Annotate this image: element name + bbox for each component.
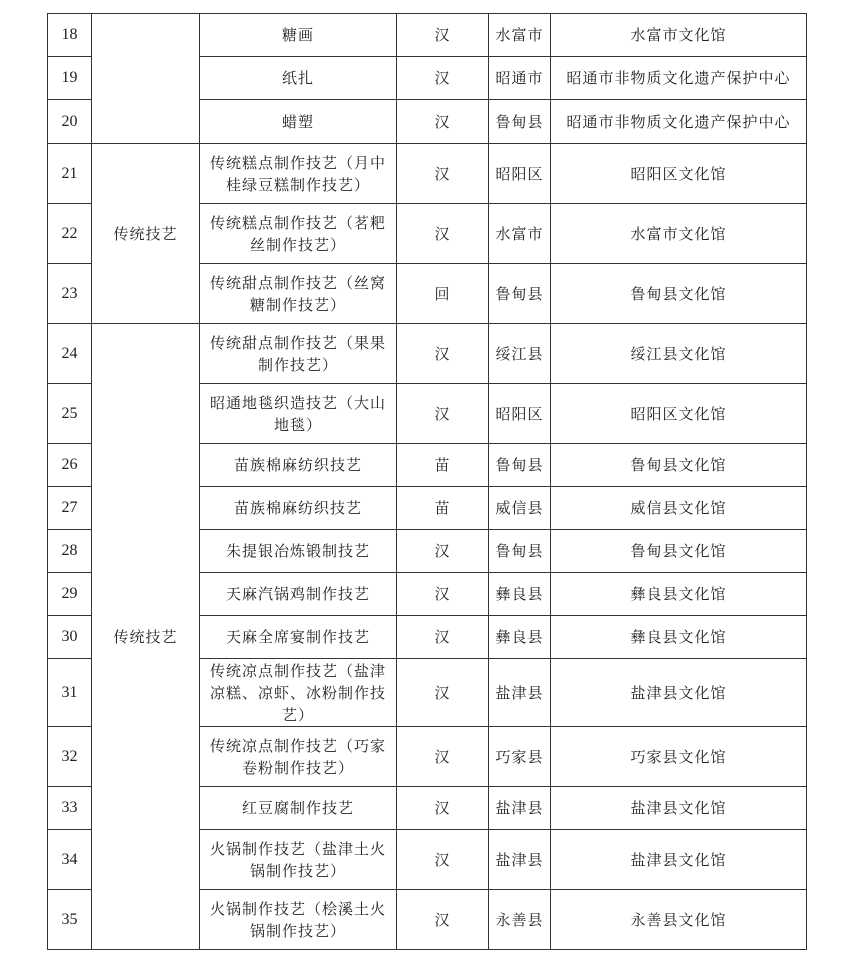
region: 水富市 <box>489 204 551 264</box>
region: 彝良县 <box>489 616 551 659</box>
ethnic-group: 汉 <box>397 830 489 890</box>
protection-unit: 昭通市非物质文化遗产保护中心 <box>551 57 807 100</box>
row-number: 31 <box>48 659 92 727</box>
category-cell: 传统技艺 <box>92 144 200 324</box>
row-number: 34 <box>48 830 92 890</box>
region: 鲁甸县 <box>489 100 551 144</box>
ethnic-group: 汉 <box>397 384 489 444</box>
project-name: 火锅制作技艺（盐津土火锅制作技艺） <box>200 830 397 890</box>
ethnic-group: 汉 <box>397 659 489 727</box>
protection-unit: 彝良县文化馆 <box>551 573 807 616</box>
project-name: 昭通地毯织造技艺（大山地毯） <box>200 384 397 444</box>
project-name: 传统凉点制作技艺（盐津凉糕、凉虾、冰粉制作技艺） <box>200 659 397 727</box>
ethnic-group: 苗 <box>397 444 489 487</box>
ethnic-group: 汉 <box>397 530 489 573</box>
row-number: 19 <box>48 57 92 100</box>
category-cell-empty <box>92 14 200 144</box>
project-name: 火锅制作技艺（桧溪土火锅制作技艺） <box>200 890 397 950</box>
ethnic-group: 汉 <box>397 57 489 100</box>
protection-unit: 鲁甸县文化馆 <box>551 264 807 324</box>
ethnic-group: 苗 <box>397 487 489 530</box>
ethnic-group: 汉 <box>397 616 489 659</box>
project-name: 传统甜点制作技艺（丝窝糖制作技艺） <box>200 264 397 324</box>
protection-unit: 水富市文化馆 <box>551 204 807 264</box>
region: 昭阳区 <box>489 384 551 444</box>
row-number: 28 <box>48 530 92 573</box>
row-number: 20 <box>48 100 92 144</box>
protection-unit: 威信县文化馆 <box>551 487 807 530</box>
project-name: 传统糕点制作技艺（茗粑丝制作技艺） <box>200 204 397 264</box>
region: 永善县 <box>489 890 551 950</box>
row-number: 23 <box>48 264 92 324</box>
row-number: 27 <box>48 487 92 530</box>
protection-unit: 盐津县文化馆 <box>551 830 807 890</box>
heritage-table <box>47 13 807 950</box>
project-name: 传统凉点制作技艺（巧家卷粉制作技艺） <box>200 727 397 787</box>
row-number: 33 <box>48 787 92 830</box>
ethnic-group: 汉 <box>397 14 489 57</box>
ethnic-group: 汉 <box>397 890 489 950</box>
project-name: 传统甜点制作技艺（果果制作技艺） <box>200 324 397 384</box>
region: 水富市 <box>489 14 551 57</box>
row-number: 24 <box>48 324 92 384</box>
protection-unit: 昭阳区文化馆 <box>551 144 807 204</box>
project-name: 纸扎 <box>200 57 397 100</box>
row-number: 18 <box>48 14 92 57</box>
row-number: 21 <box>48 144 92 204</box>
region: 绥江县 <box>489 324 551 384</box>
protection-unit: 鲁甸县文化馆 <box>551 444 807 487</box>
protection-unit: 巧家县文化馆 <box>551 727 807 787</box>
protection-unit: 鲁甸县文化馆 <box>551 530 807 573</box>
ethnic-group: 汉 <box>397 324 489 384</box>
region: 昭通市 <box>489 57 551 100</box>
protection-unit: 永善县文化馆 <box>551 890 807 950</box>
project-name: 天麻全席宴制作技艺 <box>200 616 397 659</box>
project-name: 糖画 <box>200 14 397 57</box>
ethnic-group: 汉 <box>397 100 489 144</box>
row-number: 35 <box>48 890 92 950</box>
region: 鲁甸县 <box>489 264 551 324</box>
ethnic-group: 汉 <box>397 144 489 204</box>
project-name: 天麻汽锅鸡制作技艺 <box>200 573 397 616</box>
ethnic-group: 汉 <box>397 573 489 616</box>
project-name: 红豆腐制作技艺 <box>200 787 397 830</box>
row-number: 29 <box>48 573 92 616</box>
region: 昭阳区 <box>489 144 551 204</box>
protection-unit: 盐津县文化馆 <box>551 659 807 727</box>
protection-unit: 绥江县文化馆 <box>551 324 807 384</box>
ethnic-group: 汉 <box>397 727 489 787</box>
row-number: 26 <box>48 444 92 487</box>
protection-unit: 昭通市非物质文化遗产保护中心 <box>551 100 807 144</box>
row-number: 25 <box>48 384 92 444</box>
project-name: 蜡塑 <box>200 100 397 144</box>
protection-unit: 盐津县文化馆 <box>551 787 807 830</box>
table-row <box>48 144 807 204</box>
region: 鲁甸县 <box>489 530 551 573</box>
row-number: 30 <box>48 616 92 659</box>
project-name: 苗族棉麻纺织技艺 <box>200 487 397 530</box>
row-number: 32 <box>48 727 92 787</box>
project-name: 传统糕点制作技艺（月中桂绿豆糕制作技艺） <box>200 144 397 204</box>
ethnic-group: 汉 <box>397 204 489 264</box>
project-name: 朱提银冶炼锻制技艺 <box>200 530 397 573</box>
ethnic-group: 汉 <box>397 787 489 830</box>
region: 盐津县 <box>489 659 551 727</box>
region: 盐津县 <box>489 787 551 830</box>
table-row <box>48 14 807 57</box>
protection-unit: 水富市文化馆 <box>551 14 807 57</box>
protection-unit: 昭阳区文化馆 <box>551 384 807 444</box>
region: 鲁甸县 <box>489 444 551 487</box>
region: 威信县 <box>489 487 551 530</box>
region: 彝良县 <box>489 573 551 616</box>
category-cell: 传统技艺 <box>92 324 200 950</box>
protection-unit: 彝良县文化馆 <box>551 616 807 659</box>
region: 巧家县 <box>489 727 551 787</box>
ethnic-group: 回 <box>397 264 489 324</box>
region: 盐津县 <box>489 830 551 890</box>
table-row <box>48 324 807 384</box>
project-name: 苗族棉麻纺织技艺 <box>200 444 397 487</box>
row-number: 22 <box>48 204 92 264</box>
